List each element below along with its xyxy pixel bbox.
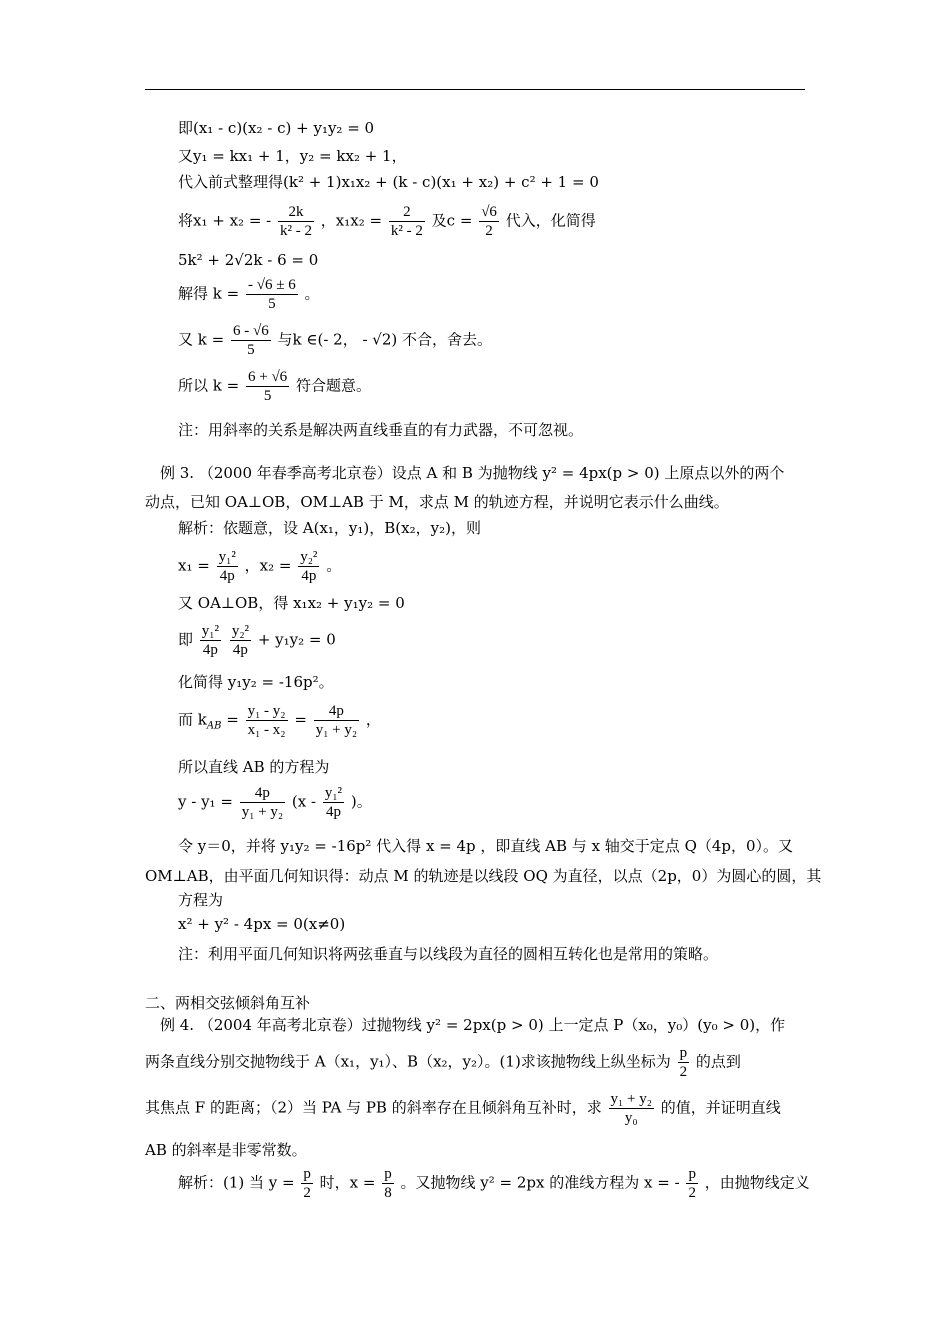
solution-line: 解析：依题意，设 A(x₁，y₁)，B(x₂，y₂)，则 [178,519,481,537]
example-heading: 例 3. （2000 年春季高考北京卷）设点 A 和 B 为抛物线 y² = 4px(p > 0) 上原点以外的两个 [160,464,785,482]
equation-line: 解得 k = $\frac{- √6 \pm 6}{5}$ 。 [178,277,320,312]
solution-line: 解析：(1) 当 y = $\frac{p}{2}$ 时，x = $\frac{p}{8}$ 。又抛物线 y² = 2px 的准线方程为 x = - $\frac{p}{2}$ ，由抛物线定义 [178,1166,810,1201]
equation-line: x² + y² - 4px = 0(x≠0) [178,915,346,933]
equation-line: 即(x₁ - c)(x₂ - c) + y₁y₂ = 0 [178,119,375,137]
section-heading: 二、两相交弦倾斜角互补 [145,994,311,1012]
solution-line: 令 y＝0，并将 y₁y₂ = -16p² 代入得 x = 4p ，即直线 AB 与 x 轴交于定点 Q（4p，0）。又 [178,837,794,855]
example-heading: 例 4. （2004 年高考北京卷）过抛物线 y² = 2px(p > 0) 上一定点 P（x₀，y₀）(y₀ > 0)，作 [160,1016,786,1034]
example-text: AB 的斜率是非零常数。 [145,1141,307,1159]
equation-line: 又 k = $\frac{6 - √6}{5}$ 与k ∈(- 2， - √2) 不合，舍去。 [178,323,493,358]
header-rule [145,89,805,90]
example-text: 动点，已知 OA⊥OB，OM⊥AB 于 M，求点 M 的轨迹方程，并说明它表示什么曲线。 [145,493,729,511]
example-text: 其焦点 F 的距离；（2）当 PA 与 PB 的斜率存在且倾斜角互补时，求 $\frac{\text{y₁ + y₂}}{\text{y₀}}$ 的值，并证明直线 [145,1091,781,1126]
equation-line: 又y₁ = kx₁ + 1，y₂ = kx₂ + 1， [178,147,407,165]
solution-line: 化简得 y₁y₂ = -16p²。 [178,673,334,691]
equation-line: 而 $k_{AB}$ = $\frac{\text{y₁ - y₂}}{\text{x₁ - x₂}}$ = $\frac{4p}{\text{y₁ + y₂}}$ ， [178,703,381,738]
note: 注：用斜率的关系是解决两直线垂直的有力武器，不可忽视。 [178,421,584,439]
equation-line: 将x₁ + x₂ = - $\frac{2k}{\text{k² - 2}}$ ，x₁x₂ = $\frac{2}{\text{k² - 2}}$ 及c = $\frac{√6}{2}$ 代入，化简得 [178,204,596,239]
equation-line: 即 $\frac{\text{y₁²}}{4p}$ $\frac{\text{y₂²}}{4p}$ + y₁y₂ = 0 [178,623,336,658]
solution-line: OM⊥AB，由平面几何知识得：动点 M 的轨迹是以线段 OQ 为直径，以点（2p，0）为圆心的圆，其 [145,867,822,885]
equation-line: 5k² + 2√2k - 6 = 0 [178,251,319,269]
solution-line: 又 OA⊥OB，得 x₁x₂ + y₁y₂ = 0 [178,594,405,612]
equation-line: 所以 k = $\frac{6 + √6}{5}$ 符合题意。 [178,369,371,404]
example-text: 两条直线分别交抛物线于 A（x₁，y₁）、B（x₂，y₂）。(1)求该抛物线上纵坐标为 $\frac{p}{2}$ 的点到 [145,1045,741,1080]
solution-line: 方程为 [178,891,224,909]
equation-line: x₁ = $\frac{\text{y₁²}}{4p}$ ，x₂ = $\frac{\text{y₂²}}{4p}$ 。 [178,549,342,584]
solution-line: 所以直线 AB 的方程为 [178,758,330,776]
equation-line: y - y₁ = $\frac{4p}{\text{y₁ + y₂}}$ (x - $\frac{\text{y₁²}}{4p}$ )。 [178,785,372,820]
equation-line: 代入前式整理得(k² + 1)x₁x₂ + (k - c)(x₁ + x₂) + c² + 1 = 0 [178,173,599,191]
note: 注：利用平面几何知识将两弦垂直与以线段为直径的圆相互转化也是常用的策略。 [178,945,719,963]
